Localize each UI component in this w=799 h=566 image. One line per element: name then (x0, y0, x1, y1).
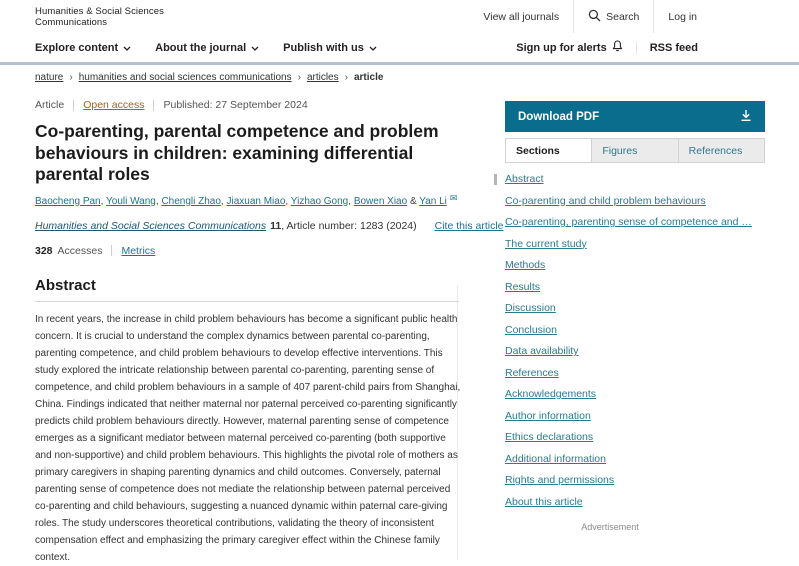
article-sidebar (505, 101, 765, 532)
meta-divider (73, 100, 74, 111)
toc-link[interactable]: Acknowledgements (505, 388, 597, 400)
bell-icon (612, 40, 623, 55)
view-all-journals-link[interactable] (469, 0, 573, 33)
journal-logo-line2: Communications (35, 16, 108, 28)
toc-item (505, 346, 765, 357)
open-access-link[interactable]: Open access (83, 99, 145, 111)
site-header (0, 0, 799, 33)
advertisement-label: Advertisement (581, 521, 639, 532)
nav-menu (35, 42, 377, 54)
toc-link[interactable]: Additional information (505, 452, 606, 465)
author-link[interactable]: Jiaxuan Miao (226, 195, 286, 207)
published-date: Published: 27 September 2024 (163, 99, 308, 111)
article-meta (35, 99, 459, 111)
email-envelope-icon[interactable]: ✉ (449, 192, 458, 203)
article-main (35, 72, 504, 566)
author-separator: , (285, 195, 291, 207)
sections-toc (505, 174, 765, 508)
journal-citation (35, 219, 504, 232)
toc-item (505, 260, 765, 271)
author-list (35, 192, 459, 207)
abstract-heading-rule (35, 301, 459, 302)
download-pdf-button[interactable] (505, 101, 765, 132)
breadcrumb-articles[interactable]: articles (306, 72, 339, 83)
breadcrumb-separator: › (69, 72, 73, 83)
search-label: Search (606, 10, 640, 23)
toc-item (505, 239, 765, 250)
chevron-down-icon (369, 42, 377, 54)
toc-item-abstract (494, 174, 765, 185)
nav-divider-line (0, 62, 799, 65)
breadcrumb-separator: › (344, 72, 348, 83)
journal-logo-line1: Humanities & Social Sciences (35, 5, 164, 17)
author-link-corresponding[interactable]: Yan Li (419, 195, 447, 207)
rss-feed-link[interactable] (636, 42, 711, 54)
journal-volume: 11 (270, 219, 282, 232)
toc-link[interactable]: Conclusion (505, 323, 557, 336)
author-separator: & (407, 195, 420, 207)
search-link[interactable] (573, 0, 653, 33)
sign-up-alerts-label: Sign up for alerts (516, 41, 607, 54)
header-links (469, 0, 711, 33)
author-separator: , (348, 195, 354, 207)
tab-references[interactable]: References (688, 144, 743, 157)
toc-link[interactable]: Data availability (505, 345, 579, 357)
article-metrics (35, 245, 459, 257)
toc-item (505, 282, 765, 293)
toc-item (505, 497, 765, 508)
metrics-divider (111, 245, 112, 256)
tab-sections[interactable]: Sections (506, 139, 592, 162)
breadcrumb (35, 72, 459, 83)
chevron-down-icon (123, 42, 131, 54)
breadcrumb-nature[interactable]: nature (35, 72, 64, 83)
toc-link[interactable]: Author information (505, 409, 591, 422)
author-link[interactable]: Chengli Zhao (161, 195, 221, 207)
sidebar-tabs (505, 138, 765, 163)
toc-link[interactable]: Rights and permissions (505, 474, 615, 486)
metrics-link[interactable]: Metrics (121, 244, 156, 257)
breadcrumb-journal[interactable]: humanities and social sciences communications (78, 72, 292, 83)
download-icon (740, 109, 752, 125)
download-pdf-label: Download PDF (518, 110, 600, 123)
article-number: , Article number: 1283 (2024) (281, 219, 417, 232)
accesses-count: 328 (35, 244, 53, 257)
toc-item (505, 454, 765, 465)
nav-explore-content-label: Explore content (35, 41, 119, 54)
nav-publish-with-us[interactable] (283, 42, 377, 54)
meta-divider (153, 100, 154, 111)
cite-this-article-link[interactable]: Cite this article (434, 219, 504, 232)
toc-item (505, 368, 765, 379)
toc-item (505, 303, 765, 314)
view-all-journals-label: View all journals (483, 10, 560, 23)
toc-link[interactable]: Discussion (505, 302, 556, 314)
toc-item (505, 217, 765, 228)
toc-item (505, 196, 765, 207)
toc-link[interactable]: About this article (505, 495, 583, 508)
article-type-label: Article (35, 99, 65, 111)
toc-link[interactable]: Co-parenting and child problem behaviours (505, 194, 706, 207)
toc-link[interactable]: Co-parenting, parenting sense of competence and … (505, 216, 752, 228)
nav-right (503, 40, 711, 55)
toc-link[interactable]: Abstract (505, 173, 544, 185)
chevron-down-icon (251, 42, 259, 54)
nav-publish-with-us-label: Publish with us (283, 41, 364, 54)
breadcrumb-current: article (353, 72, 384, 83)
login-link[interactable] (653, 0, 711, 33)
author-link[interactable]: Baocheng Pan (35, 195, 101, 207)
breadcrumb-separator: › (297, 72, 301, 83)
journal-navbar (0, 33, 799, 62)
accesses-label: Accesses (57, 244, 103, 257)
toc-link[interactable]: References (505, 366, 559, 379)
author-link[interactable]: Bowen Xiao (353, 195, 408, 207)
toc-link[interactable]: Results (505, 280, 541, 293)
author-separator: , (100, 195, 107, 207)
tab-figures[interactable]: Figures (592, 139, 678, 162)
search-icon (588, 9, 601, 25)
toc-link[interactable]: Methods (505, 259, 546, 271)
toc-item (505, 432, 765, 443)
author-link[interactable]: Youli Wang (106, 195, 156, 207)
nav-about-journal[interactable] (155, 42, 259, 54)
journal-name-link[interactable]: Humanities and Social Sciences Communications (35, 219, 267, 232)
toc-item (505, 389, 765, 400)
article-title: Co-parenting, parental competence and problem behaviours in children: examining differential parental roles (35, 121, 439, 184)
abstract-text: In recent years, the increase in child problem behaviours has become a significant public health concern. It is crucial to understand the complex dynamics between parental co-parenting, parenting competence, and child problem behaviours to develop effective interventions. This study explored the intricate relationship between parental co-parenting, parenting sense of competence, and child problem behaviours in a sample of 407 parent-child pairs from Shanghai, China. Findings indicated that neither maternal nor paternal perceived co-parenting significantly predicts child problem behaviours directly. However, maternal parenting sense of competence emerges as a significant mediator between maternal perceived co-parenting (both supportive and non-supportive) and child problem behaviours. This highlights the pivotal role of mothers as primary caregivers in shaping parenting dynamics and child outcomes. Conversely, paternal parenting sense of competence does not mediate the relationship between paternal perceived co-parenting and child behaviours, suggesting a nuanced dynamic within paternal care-giving roles. The study underscores theoretical contributions, validating the theory of inconsistent compensation effect and emphasizing the primary caregiver effect within the Chinese family context. (35, 313, 461, 563)
toc-link[interactable]: The current study (505, 237, 587, 250)
author-separator: , (220, 195, 227, 207)
author-link[interactable]: Yizhao Gong (290, 195, 349, 207)
nav-about-journal-label: About the journal (155, 41, 247, 54)
rss-feed-label: RSS feed (649, 41, 698, 54)
abstract-heading: Abstract (35, 276, 96, 294)
toc-item (505, 475, 765, 486)
toc-item (505, 325, 765, 336)
journal-logo[interactable] (35, 6, 164, 28)
toc-item (505, 411, 765, 422)
login-label: Log in (668, 10, 697, 23)
toc-link[interactable]: Ethics declarations (505, 431, 594, 443)
author-separator: , (155, 195, 162, 207)
nav-explore-content[interactable] (35, 42, 131, 54)
sign-up-alerts-link[interactable] (503, 40, 635, 55)
